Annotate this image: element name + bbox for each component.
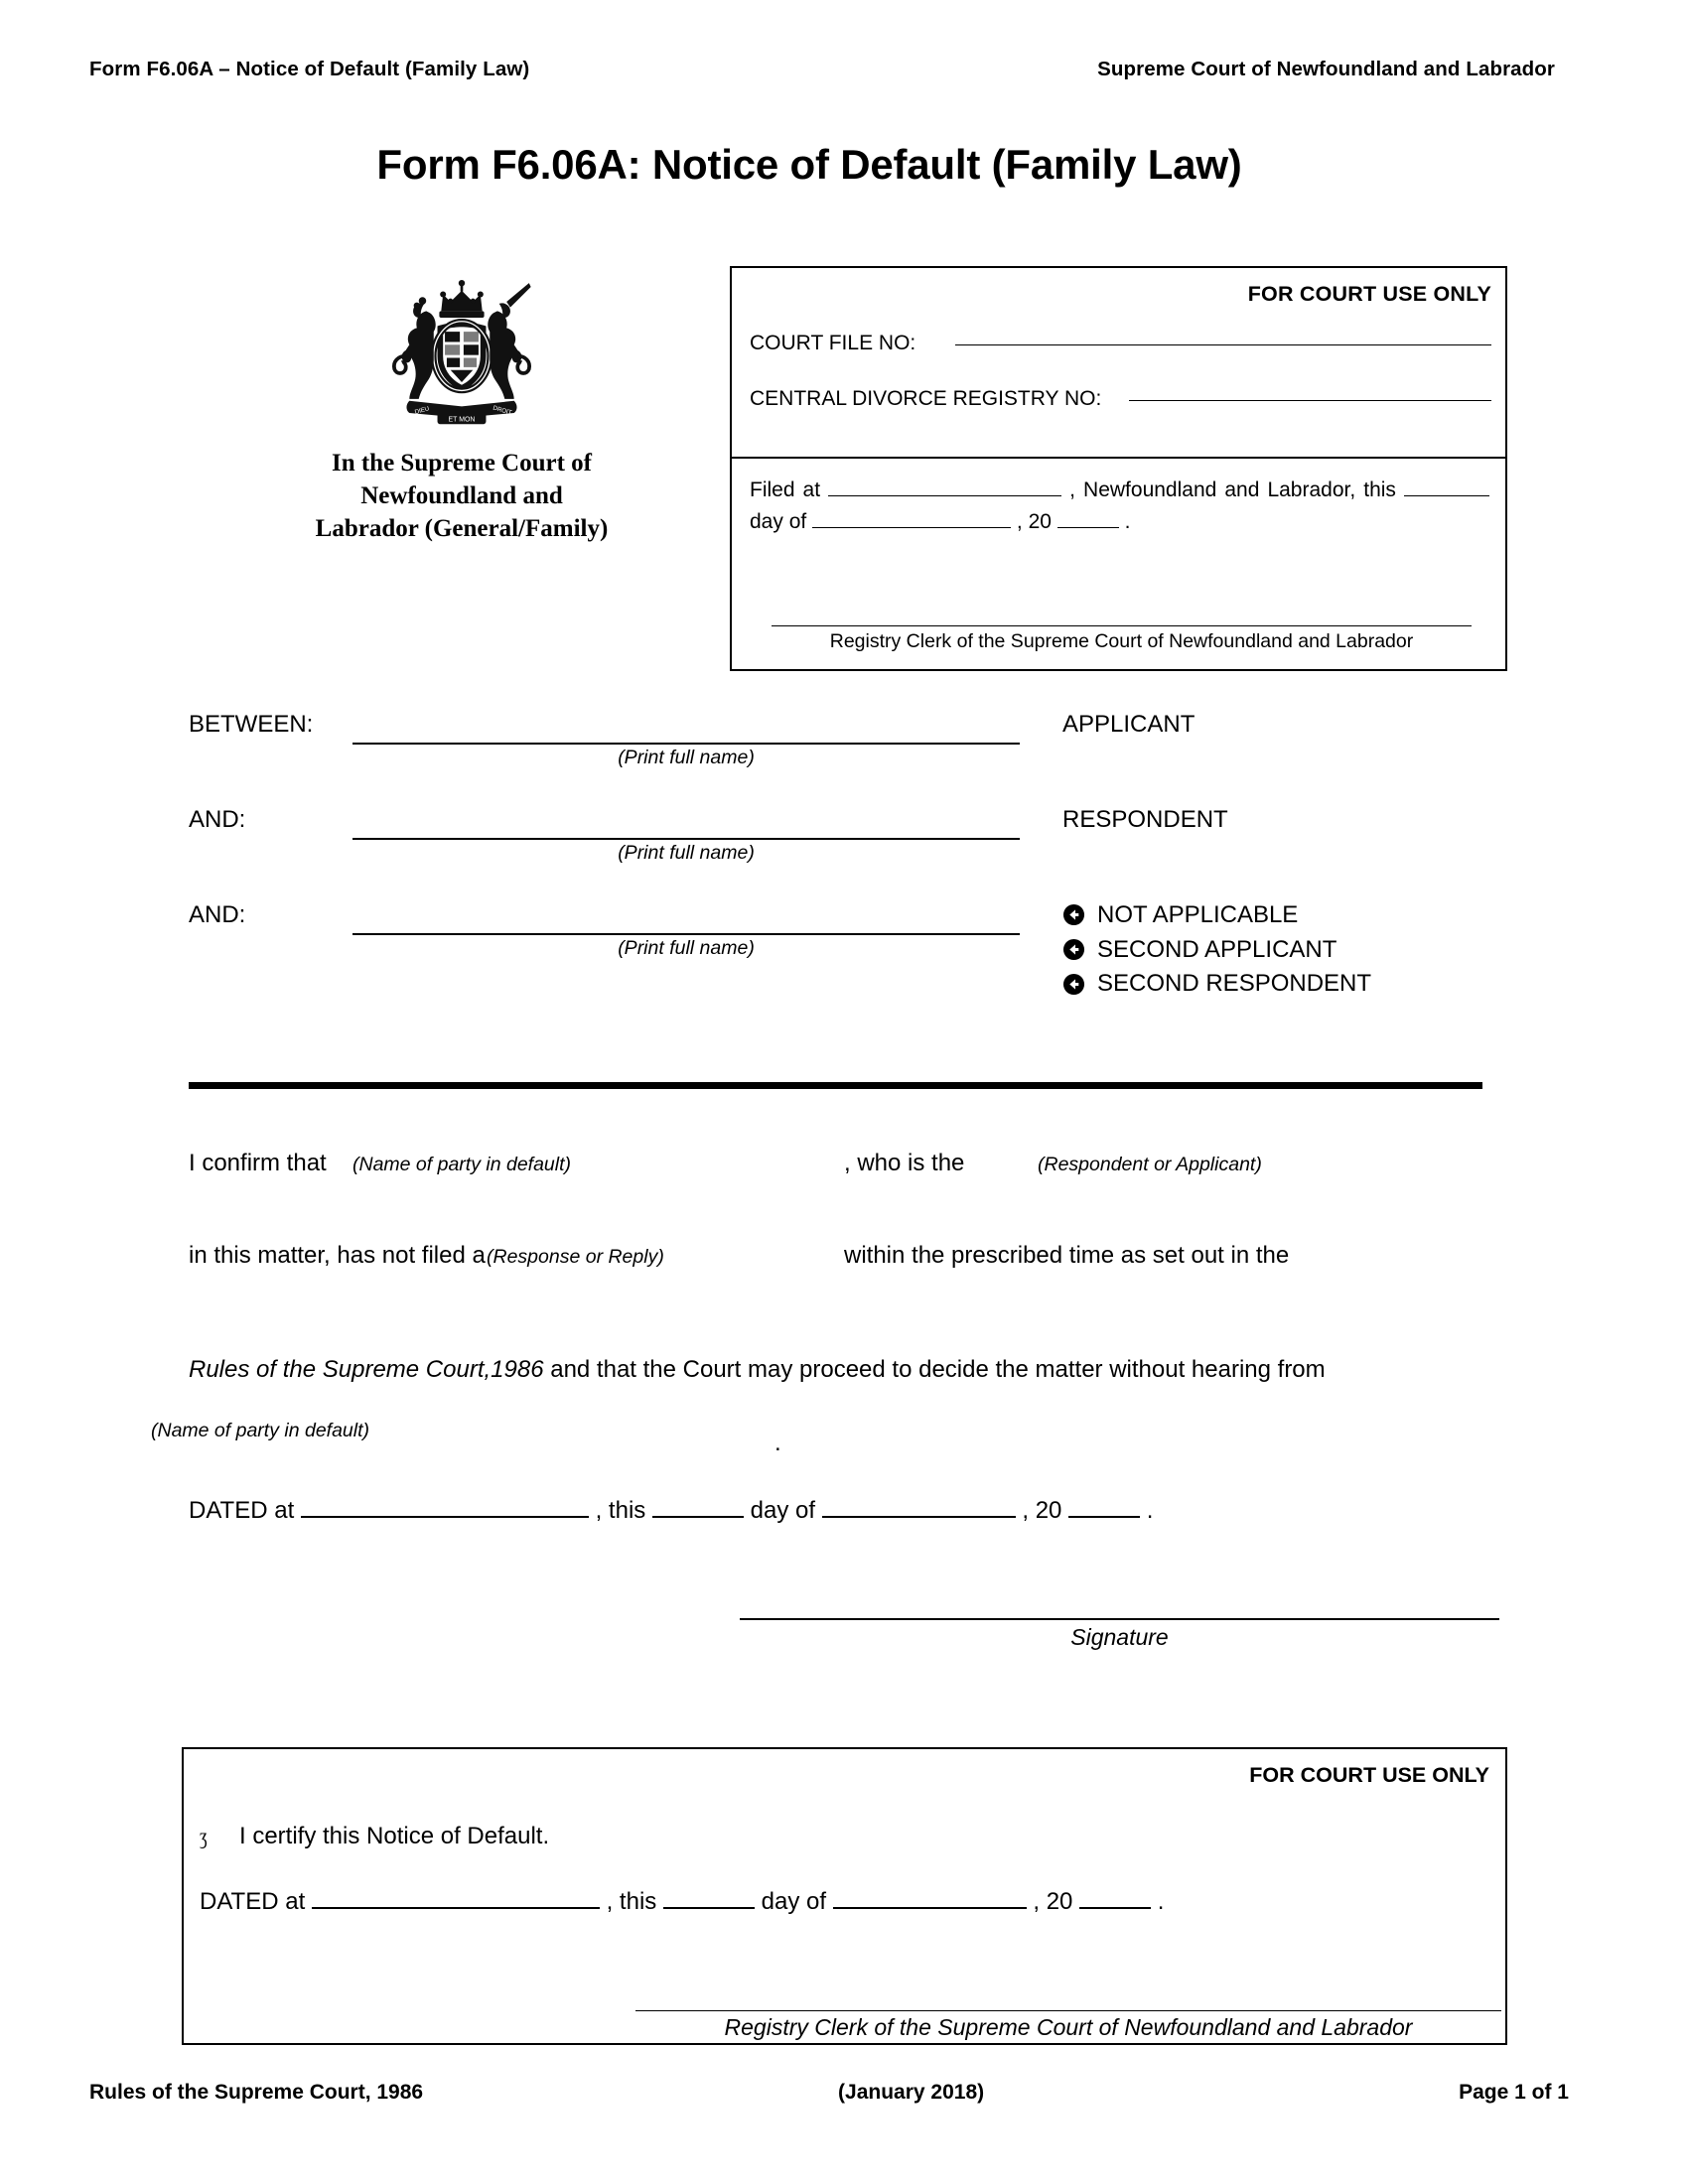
within-time-text: within the prescribed time as set out in the [844,1242,1290,1269]
signature-caption: Signature [1070,1624,1169,1650]
respondent-or-applicant-caption: (Respondent or Applicant) [1038,1154,1262,1175]
svg-text:ET MON: ET MON [448,416,476,424]
option-second-applicant-label: SECOND APPLICANT [1097,935,1337,963]
not-filed-prefix: in this matter, has not filed a [189,1242,486,1269]
certification-clerk-signature [635,2010,1501,2041]
certify-mark-glyph: ʒ [200,1823,208,1849]
page-title: Form F6.06A: Notice of Default (Family Law) [376,141,1242,188]
central-divorce-registry-input[interactable] [1129,400,1491,401]
filed-period: . [1124,509,1131,533]
cert-dated-month-input[interactable] [833,1907,1027,1909]
respondent-or-applicant-field [1038,1150,1405,1177]
confirm-prefix: I confirm that [189,1150,327,1176]
court-name-line-2: Newfoundland and [360,482,563,509]
certify-statement-row [200,1823,549,1850]
running-head-right: Supreme Court of Newfoundland and Labrador [1097,58,1555,80]
who-is-the-text: , who is the [844,1150,965,1176]
court-name-line-1: In the Supreme Court of [331,450,593,477]
court-file-no-label: COURT FILE NO: [750,332,916,354]
filed-month-input[interactable] [812,527,1011,528]
third-party-name-input[interactable] [352,901,1020,935]
respondent-name-caption: (Print full name) [618,842,755,864]
filed-at-block [750,475,1489,537]
cert-dated-this-text: , this [606,1888,657,1915]
filed-at-prefix: Filed at [750,478,821,501]
court-name-line-3: Labrador (General/Family) [315,515,609,542]
court-box-divider [732,457,1505,459]
option-not-applicable-label: NOT APPLICABLE [1097,901,1299,928]
certify-statement-text: I certify this Notice of Default. [239,1823,550,1849]
court-identity-block [253,270,670,545]
response-or-reply-field [487,1242,774,1270]
certification-box [182,1747,1507,2045]
cert-dated-year-input[interactable] [1079,1907,1151,1909]
cert-dated-prefix: DATED at [200,1888,306,1915]
option-second-applicant[interactable] [1062,934,1371,966]
party-role-applicant: APPLICANT [1062,711,1196,738]
cert-dated-day-input[interactable] [663,1907,755,1909]
dated-year-prefix: , 20 [1022,1497,1062,1524]
dated-place-input[interactable] [301,1516,589,1518]
filed-year-input[interactable] [1057,527,1119,528]
circle-left-arrow-icon [1062,973,1085,996]
cert-dated-year-prefix: , 20 [1033,1888,1073,1915]
footer-center: (January 2018) [838,2081,985,2104]
svg-text:DROIT: DROIT [492,404,513,417]
applicant-name-input[interactable] [352,711,1020,745]
party-in-default-caption: (Name of party in default) [352,1154,572,1175]
party-row-third [189,901,1499,997]
applicant-name-caption: (Print full name) [618,747,755,768]
dated-prefix: DATED at [189,1497,295,1524]
party-keyword-between: BETWEEN: [189,711,314,738]
third-party-role-options [1062,899,1371,1003]
filed-at-place-input[interactable] [828,495,1061,496]
court-use-heading: FOR COURT USE ONLY [1247,282,1491,306]
third-party-name-field [352,901,1020,960]
section-divider [189,1082,1482,1089]
response-or-reply-caption: (Response or Reply) [487,1246,664,1268]
cert-dated-period: . [1157,1888,1165,1915]
dated-year-input[interactable] [1068,1516,1140,1518]
court-name [253,447,670,545]
court-use-box [730,266,1507,671]
signature-block [740,1618,1499,1651]
filed-day-input[interactable] [1404,495,1489,496]
court-file-no-input[interactable] [955,344,1491,345]
running-head [89,58,1599,81]
cert-dated-day-of-text: day of [761,1888,827,1915]
court-file-no-row [750,332,1491,355]
filed-year-prefix: , 20 [1016,509,1052,533]
statement-line-3 [189,1356,1499,1384]
central-divorce-registry-row [750,387,1491,411]
filed-day-of-text: day of [750,509,807,533]
dated-this-text: , this [595,1497,646,1524]
party-in-default-field [352,1150,813,1177]
cert-clerk-caption: Registry Clerk of the Supreme Court of Newfoundland and Labrador [724,2014,1413,2040]
clerk-signature-line[interactable] [772,625,1472,626]
clerk-signature-caption: Registry Clerk of the Supreme Court of Newfoundland and Labrador [829,630,1414,652]
dated-month-input[interactable] [822,1516,1016,1518]
royal-coat-of-arms-icon [367,270,556,429]
svg-text:DIEU: DIEU [413,405,431,417]
cert-clerk-signature-line[interactable] [635,2010,1501,2011]
applicant-name-field [352,711,1020,769]
respondent-name-field [352,806,1020,865]
signature-line[interactable] [740,1618,1499,1620]
party-row-applicant [189,711,1499,806]
cert-dated-place-input[interactable] [312,1907,600,1909]
party-keyword-and-2: AND: [189,901,246,928]
option-second-respondent[interactable] [1062,968,1371,1000]
statement-dated-line [189,1497,1499,1525]
third-party-name-caption: (Print full name) [618,937,755,959]
party-row-respondent [189,806,1499,901]
court-box-clerk-signature [772,625,1472,653]
respondent-name-input[interactable] [352,806,1020,840]
footer-left: Rules of the Supreme Court, 1986 [89,2081,424,2104]
certification-heading: FOR COURT USE ONLY [1249,1763,1489,1787]
circle-left-arrow-icon [1062,938,1085,961]
filed-line2-prefix: Labrador, this [1267,478,1396,501]
option-second-respondent-label: SECOND RESPONDENT [1097,970,1372,998]
circle-left-arrow-icon [1062,903,1085,926]
running-head-left: Form F6.06A – Notice of Default (Family Law) [89,58,530,80]
party-in-default-field-2 [151,1416,747,1443]
statement-trailing-period: . [774,1430,781,1456]
footer-right: Page 1 of 1 [1459,2081,1569,2104]
dated-day-of-text: day of [750,1497,816,1524]
filed-province-text: , Newfoundland and [1069,478,1260,501]
rules-tail-text: and that the Court may proceed to decide the matter without hearing from [543,1356,1326,1383]
party-keyword-and-1: AND: [189,806,246,833]
party-role-respondent: RESPONDENT [1062,806,1228,833]
parties-block [189,711,1499,997]
central-divorce-registry-label: CENTRAL DIVORCE REGISTRY NO: [750,387,1102,410]
option-not-applicable[interactable] [1062,899,1371,931]
party-in-default-caption-2: (Name of party in default) [151,1420,370,1441]
rules-citation: Rules of the Supreme Court,1986 [189,1356,544,1383]
dated-period: . [1146,1497,1154,1524]
dated-day-input[interactable] [652,1516,744,1518]
certification-dated-line [200,1888,1491,1916]
page-footer [89,2081,1599,2105]
